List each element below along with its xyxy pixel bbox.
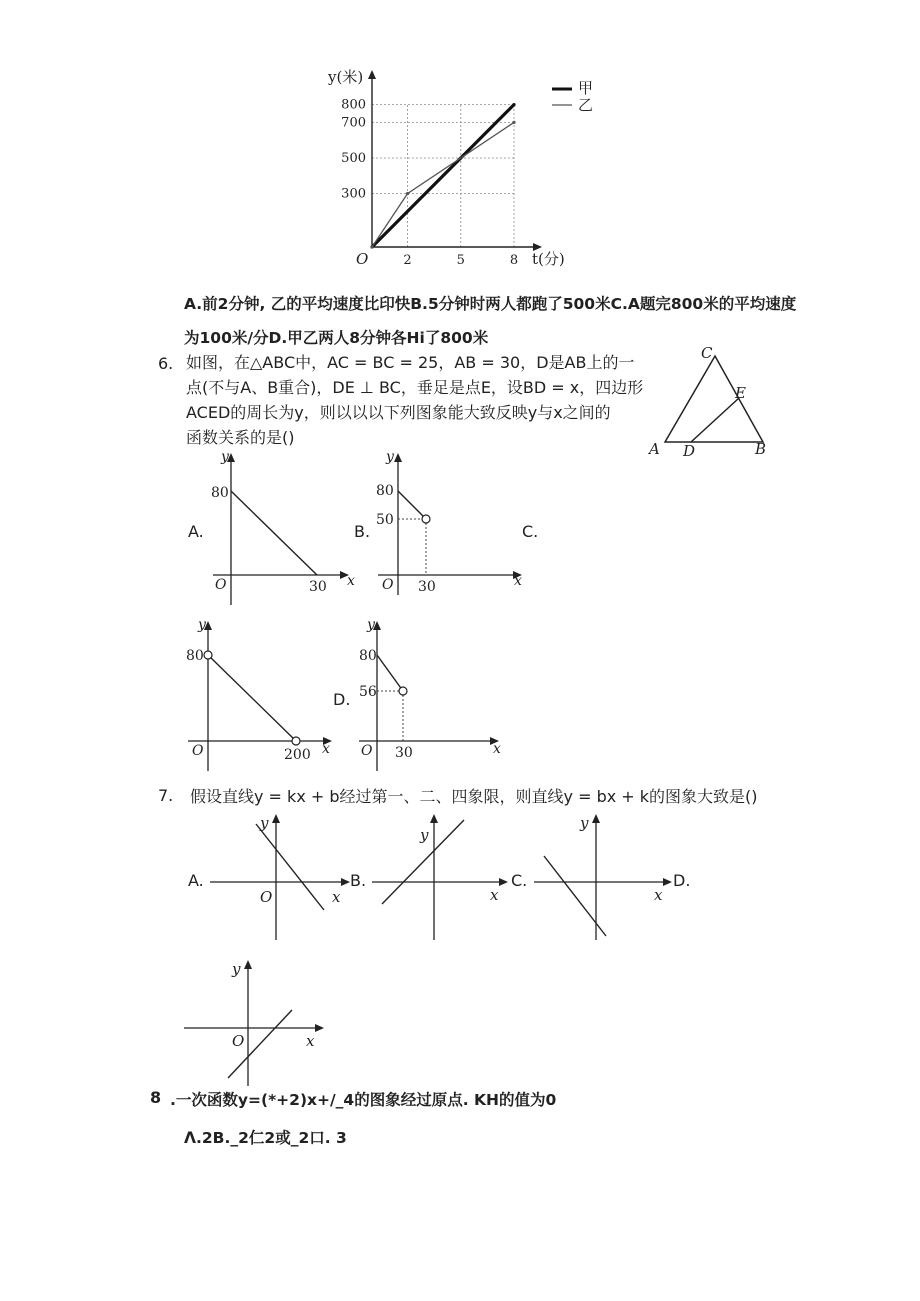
x-value-label: 200 [284,747,311,763]
y-value-label: 80 [376,483,394,499]
chart-series [370,103,515,249]
axis-x-label: x [493,741,501,757]
series-line-yi [372,122,514,247]
axis-y-label: y [232,960,241,978]
axis-x-label: x [490,886,499,904]
series-point-yi-2 [512,121,515,124]
origin-label: O [260,888,273,906]
axis-y-label: y [580,814,589,832]
q6-text-line1: 如图，在△ABC中，AC = BC = 25，AB = 30，D是AB上的一 [186,353,635,372]
x-tick-label-2: 2 [403,253,412,268]
series-point-yi-1 [406,192,409,195]
axis-x-label: x [514,573,522,589]
q7-option-a-label: A. [188,871,204,890]
q7-option-b-label: B. [350,871,367,890]
axis-x-label: x [654,886,663,904]
axis-y-label: y [420,826,429,844]
q7-graph-d [184,958,334,1088]
x-value-label: 30 [309,579,327,595]
y-value-label-2: 56 [359,684,377,700]
y-tick-label-300: 300 [341,186,366,202]
chart-xlabel: t(分) [532,250,565,268]
axis-x-label: x [332,888,341,906]
origin-label: O [361,743,373,759]
fig-label-e: E [735,384,746,402]
q6-graph-a [205,447,365,607]
origin-label: O [215,577,227,593]
y-value-label: 80 [359,648,377,664]
x-value-label: 30 [395,745,413,761]
chart-ylabel: y(米) [328,68,364,86]
chart-origin: O [356,250,369,268]
q6-text-line3: ACED的周长为y，则以以以下列图象能大致反映y与x之间的 [186,403,611,422]
y-tick-label-800: 800 [341,97,366,113]
series-point-yi-0 [370,245,373,248]
q7-graph-c [534,812,684,942]
y-tick-label-500: 500 [341,151,366,166]
q7-graph-a [210,812,360,942]
axis-y-label: y [221,449,229,465]
fig-label-d: D [683,442,696,460]
axis-x-label: x [306,1032,315,1050]
origin-label: O [382,577,394,593]
axis-y-label: y [260,814,269,832]
series-point-jia-1 [512,103,515,106]
origin-label: O [192,743,204,759]
x-tick-label-8: 8 [509,253,519,268]
fig-label-b: B [755,440,767,458]
axis-y-label: y [367,617,375,633]
axis-x-label: x [322,741,330,757]
legend-label-yi: 乙 [578,96,594,114]
q7-option-d-label: D. [673,871,691,890]
q6-text-line4: 函数关系的是() [186,428,295,447]
q6-triangle-figure [645,342,775,462]
q5-distance-time-chart [320,62,620,272]
q7-graph-b [372,812,522,942]
q6-text-line2: 点(不与A、B重合)，DE ⊥ BC，垂足是点E，设BD = x，四边形 [186,378,644,397]
y-value-label: 80 [186,648,204,664]
y-value-label-2: 50 [376,512,394,528]
q7-number: 7. [158,786,174,805]
chart-tick-labels [341,98,518,268]
legend-label-jia: 甲 [578,79,594,97]
q7-option-c-label: C. [511,871,528,890]
fig-label-a: A [649,440,660,458]
q6-option-d-label: D. [333,690,351,709]
q7-text: 假设直线y = kx + b经过第一、二、四象限，则直线y = bx + k的图象大致是() [190,787,758,806]
x-value-label: 30 [418,579,436,595]
q6-graph-c [182,613,342,773]
chart-legend [552,79,593,114]
y-value-label: 80 [211,485,229,501]
x-tick-label-5: 5 [456,253,465,268]
q6-graph-d [355,613,515,773]
q5-options-line1: A.前2分钟, 乙的平均速度比印快B.5分钟时两人都跑了500米C.A题完800米的平均速度 [184,295,797,313]
axis-y-label: y [386,449,394,465]
origin-label: O [232,1032,245,1050]
axis-y-label: y [198,617,206,633]
y-tick-label-700: 700 [341,115,366,131]
q6-option-a-label: A. [188,522,204,541]
q8-options: Λ.2B._2仁2或_2口. 3 [184,1129,347,1147]
axis-x-label: x [347,573,355,589]
q8-number: 8 [150,1088,162,1107]
q6-option-c-label: C. [522,522,539,541]
q6-graph-b [370,447,530,597]
q6-option-b-label: B. [354,522,371,541]
q5-options-line2: 为100米/分D.甲乙两人8分钟各Hi了800米 [184,329,489,347]
series-line-jia [372,105,514,247]
fig-label-c: C [701,344,713,362]
q6-number: 6. [158,354,174,373]
q8-text: .一次函数y=(*+2)x+/_4的图象经过原点. KH的值为0 [170,1091,557,1109]
